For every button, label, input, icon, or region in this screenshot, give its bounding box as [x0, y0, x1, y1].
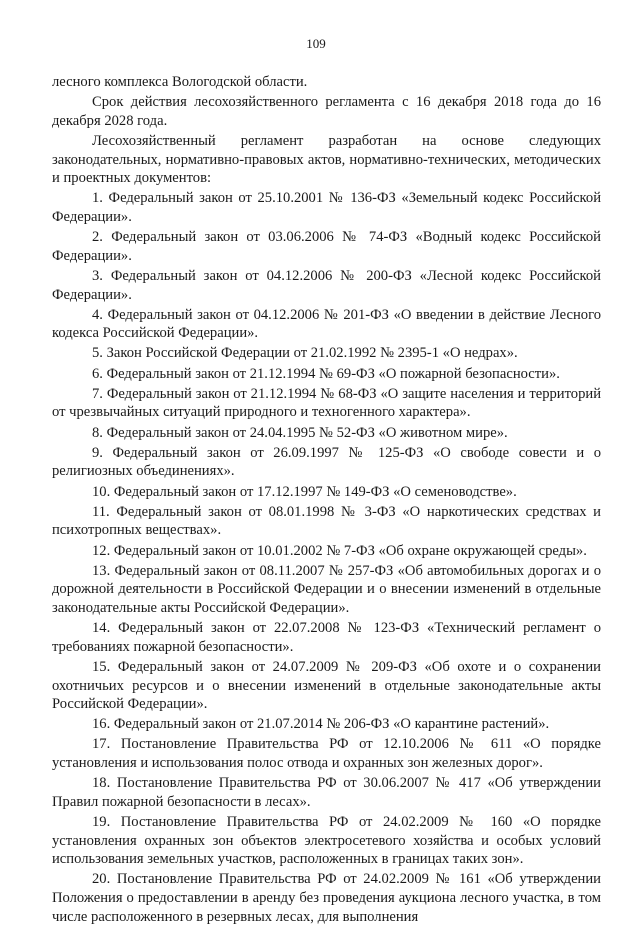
list-item-15: 15. Федеральный закон от 24.07.2009 № 209-ФЗ «Об охоте и о сохранении охотничьих ресурсов и о внесении изменений в отдельные законодательные акты Российской Федерации».: [52, 658, 601, 713]
list-item-10: 10. Федеральный закон от 17.12.1997 № 149-ФЗ «О семеноводстве».: [92, 483, 517, 500]
list-item-17: 17. Постановление Правительства РФ от 12.10.2006 № 611 «О порядке установления и использования полос отвода и охранных зон железных дорог».: [52, 736, 601, 772]
page-number: 109: [306, 36, 326, 51]
list-item-7: 7. Федеральный закон от 21.12.1994 № 68-ФЗ «О защите населения и территорий от чрезвычайных ситуаций природного и техногенного характера».: [52, 385, 601, 421]
list-item-16: 16. Федеральный закон от 21.07.2014 № 206-ФЗ «О карантине растений».: [92, 716, 550, 733]
list-item-2: 2. Федеральный закон от 03.06.2006 № 74-ФЗ «Водный кодекс Российской Федерации».: [52, 229, 601, 264]
paragraph-basis-intro: Лесохозяйственный регламент разработан на основе следующих законодательных, нормативно-правовых актов, нормативно-технических, методических и проектных документов:: [52, 132, 601, 187]
list-item-14: 14. Федеральный закон от 22.07.2008 № 123-ФЗ «Технический регламент о требованиях пожарной безопасности».: [52, 620, 601, 655]
list-item-9: 9. Федеральный закон от 26.09.1997 № 125-ФЗ «О свободе совести и о религиозных объединениях».: [52, 444, 601, 480]
list-item-20: 20. Постановление Правительства РФ от 24.02.2009 № 161 «Об утверждении Положения о предоставлении в аренду без проведения аукциона лесного участка, в том числе расположенного в резервных лесах, для выполнения: [52, 871, 601, 925]
paragraph-continuation: лесного комплекса Вологодской области.: [52, 74, 308, 90]
list-item-18: 18. Постановление Правительства РФ от 30.06.2007 № 417 «Об утверждении Правил пожарной безопасности в лесах».: [52, 775, 601, 810]
list-item-8: 8. Федеральный закон от 24.04.1995 № 52-ФЗ «О животном мире».: [92, 424, 508, 441]
list-item-11: 11. Федеральный закон от 08.01.1998 № 3-ФЗ «О наркотических средствах и психотропных веществах».: [52, 503, 601, 539]
list-item-12: 12. Федеральный закон от 10.01.2002 № 7-ФЗ «Об охране окружающей среды».: [92, 542, 587, 559]
list-item-6: 6. Федеральный закон от 21.12.1994 № 69-ФЗ «О пожарной безопасности».: [92, 365, 560, 382]
document-body: [52, 73, 601, 928]
list-item-3: 3. Федеральный закон от 04.12.2006 № 200-ФЗ «Лесной кодекс Российской Федерации».: [52, 267, 601, 303]
list-item-5: 5. Закон Российской Федерации от 21.02.1992 № 2395-1 «О недрах».: [92, 345, 518, 362]
list-item-4: 4. Федеральный закон от 04.12.2006 № 201-ФЗ «О введении в действие Лесного кодекса Российской Федерации».: [52, 306, 601, 342]
list-item-19: 19. Постановление Правительства РФ от 24.02.2009 № 160 «О порядке установления охранных зон объектов электросетевого хозяйства и особых условий использования земельных участков, расположенных в границах таких зон».: [52, 814, 601, 868]
list-item-1: 1. Федеральный закон от 25.10.2001 № 136-ФЗ «Земельный кодекс Российской Федерации».: [52, 190, 601, 225]
paragraph-validity-period: Срок действия лесохозяйственного регламента с 16 декабря 2018 года до 16 декабря 2028 года.: [52, 94, 601, 129]
list-item-13: 13. Федеральный закон от 08.11.2007 № 257-ФЗ «Об автомобильных дорогах и о дорожной деятельности в Российской Федерации и о внесении изменений в отдельные законодательные акты Российской Федерации».: [52, 562, 601, 616]
